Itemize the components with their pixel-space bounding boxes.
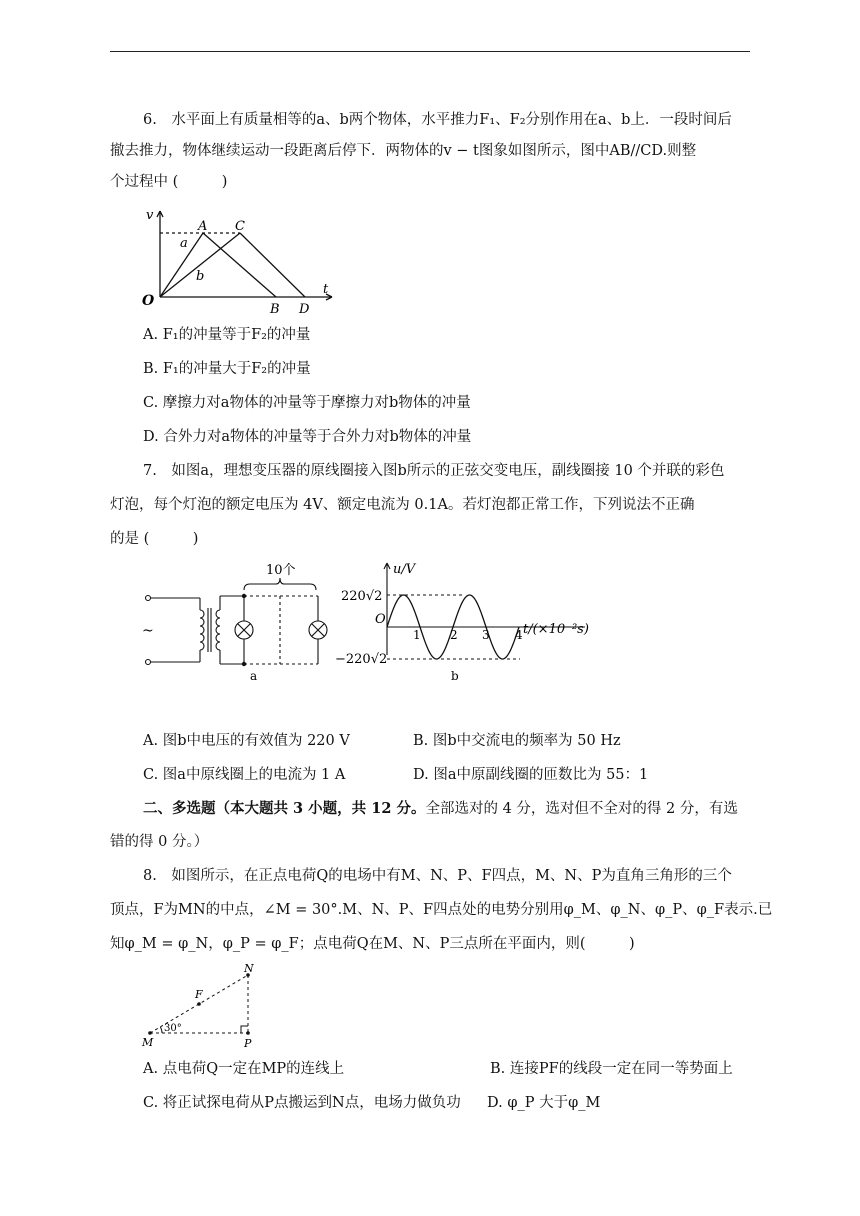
- q8-option-c: C. 将正试探电荷从P点搬运到N点，电场力做负功: [143, 1095, 461, 1111]
- q7-transformer-circuit: [140, 560, 340, 685]
- q7-tick-1: 1: [413, 628, 421, 642]
- q6-point-C: C: [235, 219, 245, 234]
- q7-option-b: B. 图b中交流电的频率为 50 Hz: [413, 733, 621, 749]
- q8-line1: 8. 如图所示，在正点电荷Q的电场中有M、N、P、F四点，M、N、P为直角三角形的三个: [143, 868, 732, 884]
- q7-fig-b-caption: b: [451, 669, 459, 683]
- q8-line2: 顶点，F为MN的中点，∠M = 30°.M、N、P、F四点处的电势分别用φ_M、φ_N、φ_P、φ_F表示.已: [110, 902, 773, 918]
- q8-point-F: F: [195, 988, 203, 1001]
- q6-option-a: A. F₁的冲量等于F₂的冲量: [143, 327, 311, 343]
- header-rule: [110, 51, 750, 52]
- q6-point-B: B: [270, 302, 280, 317]
- q8-triangle-figure: [140, 960, 270, 1050]
- q7-line2: 灯泡，每个灯泡的额定电压为 4V、额定电流为 0.1A。若灯泡都正常工作，下列说法不正确: [110, 497, 695, 513]
- q7-option-d: D. 图a中原副线圈的匝数比为 55：1: [413, 767, 649, 783]
- q7-option-a: A. 图b中电压的有效值为 220 V: [143, 733, 350, 749]
- q7-axis-t: t/(×10⁻²s): [523, 622, 589, 637]
- q6-point-D: D: [299, 302, 310, 317]
- q6-option-d: D. 合外力对a物体的冲量等于合外力对b物体的冲量: [143, 429, 472, 445]
- q8-option-b: B. 连接PF的线段一定在同一等势面上: [490, 1061, 733, 1077]
- q8-line3: 知φ_M = φ_N，φ_P = φ_F；点电荷Q在M、N、P三点所在平面内，则( ): [110, 936, 635, 952]
- q7-tick-2: 2: [450, 628, 458, 642]
- q7-peak-label: 220√2: [341, 589, 383, 604]
- q7-line1: 7. 如图a，理想变压器的原线圈接入图b所示的正弦交变电压，副线圈接 10 个并联的彩色: [143, 463, 725, 479]
- q8-point-M: M: [142, 1036, 154, 1049]
- q7-fig-a-caption: a: [250, 669, 258, 683]
- q8-option-a: A. 点电荷Q一定在MP的连线上: [143, 1061, 345, 1077]
- q6-axis-t: t: [323, 282, 329, 297]
- q7-option-c: C. 图a中原线圈上的电流为 1 A: [143, 767, 346, 783]
- q6-label-a: a: [180, 236, 188, 251]
- q8-option-d: D. φ_P 大于φ_M: [487, 1095, 601, 1111]
- q6-option-c: C. 摩擦力对a物体的冲量等于摩擦力对b物体的冲量: [143, 395, 471, 411]
- q6-vt-graph: [140, 205, 340, 320]
- q7-tick-3: 3: [482, 628, 490, 642]
- q7-axis-u: u/V: [393, 562, 416, 577]
- q7-tick-4: 4: [515, 628, 523, 642]
- q7-line3: 的是 ( ): [110, 531, 199, 547]
- q6-label-b: b: [196, 269, 205, 284]
- q7-lamp-count: 10个: [266, 563, 296, 578]
- section2-head: 二、多选题（本大题共 3 小题，共 12 分。: [143, 800, 426, 817]
- section2-line2: 错的得 0 分。）: [110, 834, 209, 850]
- q7-ac-source: ~: [142, 623, 154, 639]
- section2-heading: [143, 799, 738, 819]
- q6-point-A: A: [198, 219, 208, 234]
- q8-point-N: N: [244, 962, 254, 975]
- q6-option-b: B. F₁的冲量大于F₂的冲量: [143, 361, 311, 377]
- q8-angle-label: 30°: [164, 1023, 182, 1034]
- q7-neg-peak-label: −220√2: [335, 652, 388, 667]
- q6-line3: 个过程中 ( ): [110, 174, 228, 190]
- q6-axis-v: v: [146, 208, 154, 223]
- q6-origin: O: [142, 293, 155, 309]
- q6-line2: 撤去推力，物体继续运动一段距离后停下．两物体的v − t图象如图所示，图中AB//CD.则整: [110, 143, 697, 159]
- q6-line1: 6. 水平面上有质量相等的a、b两个物体，水平推力F₁、F₂分别作用在a、b上．一段时间后: [143, 112, 732, 128]
- q7-voltage-graph: [335, 555, 625, 685]
- section2-line1-rest: 全部选对的 4 分，选对但不全对的得 2 分，有选: [425, 801, 738, 817]
- q7-origin: O: [375, 612, 386, 627]
- q8-point-P: P: [244, 1037, 252, 1050]
